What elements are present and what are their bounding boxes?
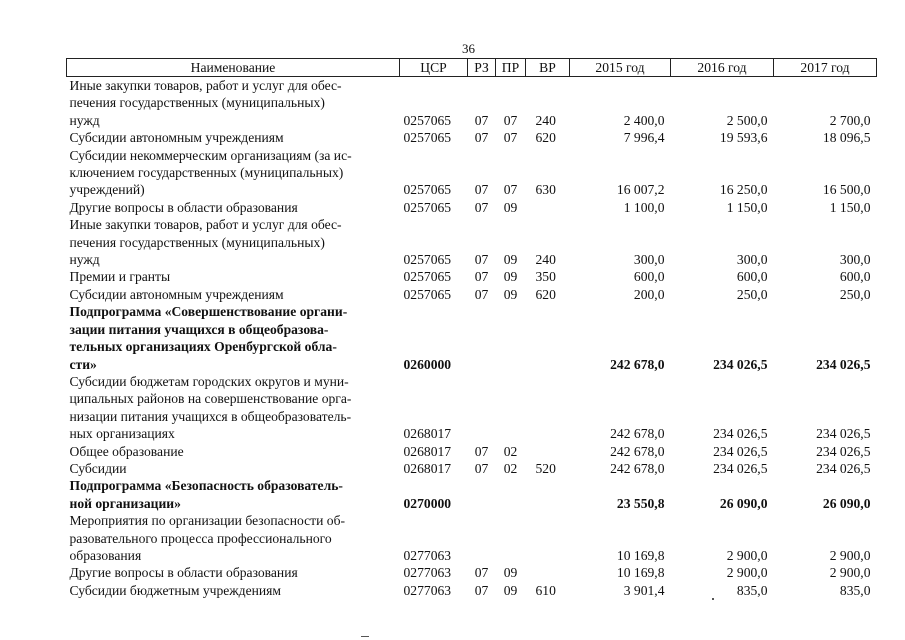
table-header-row: [67, 59, 877, 77]
row-amount-2016: 234 026,5: [713, 426, 768, 442]
row-amount-2015: 1 100,0: [623, 199, 665, 215]
row-amount-2015: 300,0: [633, 252, 665, 268]
row-rz-code: 07: [474, 565, 489, 581]
row-amount-2016: 234 026,5: [713, 356, 768, 372]
row-name-line: Субсидии: [69, 460, 127, 476]
row-name-line: разовательного процесса профессионального: [69, 530, 332, 546]
row-name: [67, 268, 400, 285]
row-amount-2017: 600,0: [839, 269, 871, 285]
row-name: [67, 373, 400, 443]
row-csr-code: 0270000: [403, 495, 452, 511]
row-vr-code: [526, 373, 570, 443]
row-pr-code: 02: [503, 443, 518, 459]
table-row: [67, 286, 877, 303]
row-name-line: Общее образование: [69, 443, 184, 459]
row-amount-2017: 2 900,0: [829, 565, 871, 581]
row-name-line: зации питания учащихся в общеобразова-: [69, 321, 329, 337]
row-amount-2017: 234 026,5: [816, 443, 871, 459]
row-name-line: ных организациях: [69, 426, 175, 442]
row-name-line: Субсидии бюджетным учреждениям: [69, 582, 282, 598]
row-amount-2015: 10 169,8: [616, 547, 665, 563]
row-pr-code: 07: [503, 130, 518, 146]
table-row: [67, 512, 877, 564]
row-amount-2017: 1 150,0: [829, 199, 871, 215]
row-csr-code: 0257065: [403, 252, 452, 268]
row-amount-2015: 242 678,0: [610, 460, 665, 476]
row-name-line: Подпрограмма «Безопасность образователь-: [69, 478, 343, 494]
row-name-line: печения государственных (муниципальных): [69, 234, 325, 250]
row-csr-code: 0268017: [403, 460, 452, 476]
row-rz-code: 07: [474, 269, 489, 285]
row-amount-2017: 234 026,5: [816, 460, 871, 476]
row-pr-code: [496, 512, 526, 564]
row-amount-2017: 300,0: [839, 252, 871, 268]
row-name-line: Иные закупки товаров, работ и услуг для обес-: [69, 217, 342, 233]
row-vr-code: [526, 443, 570, 460]
row-pr-code: 09: [503, 582, 518, 598]
row-pr-code: 09: [503, 199, 518, 215]
row-amount-2016: 26 090,0: [719, 495, 768, 511]
row-amount-2017: 26 090,0: [822, 495, 871, 511]
row-rz-code: [468, 303, 496, 373]
row-amount-2015: 7 996,4: [623, 130, 665, 146]
row-csr-code: 0260000: [403, 356, 452, 372]
row-name-line: нужд: [69, 112, 100, 128]
row-vr-code: [526, 199, 570, 216]
row-amount-2017: 835,0: [839, 582, 871, 598]
row-csr-code: 0257065: [403, 112, 452, 128]
row-name-line: учреждений): [69, 182, 145, 198]
row-name-line: Другие вопросы в области образования: [69, 199, 298, 215]
row-pr-code: 09: [503, 565, 518, 581]
table-row: [67, 373, 877, 443]
table-row: [67, 199, 877, 216]
row-vr-code: [526, 477, 570, 512]
row-csr-code: 0277063: [403, 582, 452, 598]
row-vr-code: 240: [535, 252, 556, 268]
header-name: Наименование: [67, 59, 400, 77]
table-row: [67, 216, 877, 268]
row-amount-2016: 19 593,6: [719, 130, 768, 146]
row-name: [67, 477, 400, 512]
header-rz: РЗ: [468, 59, 496, 77]
row-amount-2016: 600,0: [736, 269, 768, 285]
row-name: [67, 582, 400, 599]
row-pr-code: 09: [503, 269, 518, 285]
row-csr-code: 0257065: [403, 286, 452, 302]
row-amount-2017: 2 900,0: [829, 547, 871, 563]
table-row: [67, 460, 877, 477]
row-csr-code: 0257065: [403, 182, 452, 198]
row-vr-code: 520: [535, 460, 556, 476]
row-amount-2015: 600,0: [633, 269, 665, 285]
row-csr-code: 0268017: [403, 443, 452, 459]
table-row: [67, 268, 877, 285]
row-vr-code: [526, 512, 570, 564]
row-vr-code: 240: [535, 112, 556, 128]
table-row: [67, 443, 877, 460]
row-name-line: печения государственных (муниципальных): [69, 95, 325, 111]
row-amount-2017: 18 096,5: [822, 130, 871, 146]
row-pr-code: [496, 477, 526, 512]
row-name-line: Подпрограмма «Совершенствование органи-: [69, 304, 348, 320]
row-rz-code: [468, 512, 496, 564]
row-vr-code: [526, 303, 570, 373]
row-rz-code: 07: [474, 130, 489, 146]
row-name-line: ключением государственных (муниципальных): [69, 165, 344, 181]
row-vr-code: 630: [535, 182, 556, 198]
row-name: [67, 564, 400, 581]
row-name-line: образования: [69, 547, 142, 563]
row-pr-code: 09: [503, 252, 518, 268]
row-name-line: Субсидии автономным учреждениям: [69, 286, 284, 302]
row-rz-code: [468, 477, 496, 512]
table-row: [67, 147, 877, 199]
row-rz-code: [468, 373, 496, 443]
row-rz-code: 07: [474, 286, 489, 302]
header-csr: ЦСР: [400, 59, 468, 77]
table-row: [67, 564, 877, 581]
row-amount-2015: 10 169,8: [616, 565, 665, 581]
row-pr-code: 02: [503, 460, 518, 476]
row-name: [67, 216, 400, 268]
row-name: [67, 129, 400, 146]
row-name: [67, 443, 400, 460]
row-amount-2015: 23 550,8: [616, 495, 665, 511]
table-row-subprogram: [67, 477, 877, 512]
row-csr-code: 0257065: [403, 130, 452, 146]
row-name-line: Премии и гранты: [69, 269, 171, 285]
row-amount-2016: 234 026,5: [713, 443, 768, 459]
row-amount-2015: 242 678,0: [610, 426, 665, 442]
row-name: [67, 303, 400, 373]
row-amount-2015: 16 007,2: [616, 182, 665, 198]
row-name-line: Субсидии некоммерческим организациям (за ис-: [69, 147, 352, 163]
row-rz-code: 07: [474, 252, 489, 268]
row-amount-2015: 3 901,4: [623, 582, 665, 598]
row-amount-2015: 200,0: [633, 286, 665, 302]
row-amount-2016: 1 150,0: [726, 199, 768, 215]
row-csr-code: 0257065: [403, 269, 452, 285]
row-name-line: нужд: [69, 252, 100, 268]
row-name-line: Иные закупки товаров, работ и услуг для обес-: [69, 78, 342, 93]
row-vr-code: 620: [535, 286, 556, 302]
row-name: [67, 77, 400, 130]
row-rz-code: 07: [474, 199, 489, 215]
scan-mark: [712, 598, 714, 600]
row-vr-code: 620: [535, 130, 556, 146]
table-row: [67, 129, 877, 146]
header-year-2015: 2015 год: [570, 59, 671, 77]
row-rz-code: 07: [474, 443, 489, 459]
row-pr-code: [496, 303, 526, 373]
row-name: [67, 199, 400, 216]
row-name-line: тельных организациях Оренбургской обла-: [69, 339, 337, 355]
row-csr-code: 0257065: [403, 199, 452, 215]
row-amount-2015: 242 678,0: [610, 443, 665, 459]
row-vr-code: [526, 564, 570, 581]
header-year-2017: 2017 год: [774, 59, 877, 77]
row-amount-2015: 2 400,0: [623, 112, 665, 128]
row-pr-code: [496, 373, 526, 443]
table-row-subprogram: [67, 303, 877, 373]
row-name-line: Мероприятия по организации безопасности об-: [69, 513, 346, 529]
row-rz-code: 07: [474, 182, 489, 198]
row-amount-2016: 835,0: [736, 582, 768, 598]
row-csr-code: 0277063: [403, 547, 452, 563]
row-amount-2016: 250,0: [736, 286, 768, 302]
budget-table: [66, 58, 877, 599]
row-amount-2017: 234 026,5: [816, 356, 871, 372]
row-amount-2017: 234 026,5: [816, 426, 871, 442]
page-number: 36: [462, 41, 475, 56]
row-amount-2016: 234 026,5: [713, 460, 768, 476]
row-pr-code: 07: [503, 182, 518, 198]
table-row: [67, 77, 877, 130]
row-name-line: ципальных районов на совершенствование орга-: [69, 391, 352, 407]
row-amount-2016: 300,0: [736, 252, 768, 268]
row-name: [67, 147, 400, 199]
scan-mark: [361, 636, 369, 637]
row-rz-code: 07: [474, 112, 489, 128]
row-vr-code: 350: [535, 269, 556, 285]
row-amount-2016: 2 900,0: [726, 565, 768, 581]
header-vr: ВР: [526, 59, 570, 77]
row-amount-2015: 242 678,0: [610, 356, 665, 372]
row-csr-code: 0268017: [403, 426, 452, 442]
row-amount-2016: 16 250,0: [719, 182, 768, 198]
row-csr-code: 0277063: [403, 565, 452, 581]
row-pr-code: 09: [503, 286, 518, 302]
row-rz-code: 07: [474, 460, 489, 476]
row-name: [67, 512, 400, 564]
row-vr-code: 610: [535, 582, 556, 598]
row-name-line: Субсидии бюджетам городских округов и муни-: [69, 373, 349, 389]
row-name-line: Другие вопросы в области образования: [69, 565, 298, 581]
row-name: [67, 460, 400, 477]
header-pr: ПР: [496, 59, 526, 77]
row-amount-2017: 250,0: [839, 286, 871, 302]
row-name-line: сти»: [69, 356, 97, 372]
row-name: [67, 286, 400, 303]
header-year-2016: 2016 год: [671, 59, 774, 77]
row-amount-2017: 2 700,0: [829, 112, 871, 128]
row-amount-2017: 16 500,0: [822, 182, 871, 198]
row-pr-code: 07: [503, 112, 518, 128]
row-name-line: низации питания учащихся в общеобразователь-: [69, 408, 352, 424]
table-row: [67, 582, 877, 599]
row-amount-2016: 2 900,0: [726, 547, 768, 563]
row-rz-code: 07: [474, 582, 489, 598]
table-body: [67, 77, 877, 600]
row-name-line: ной организации»: [69, 495, 181, 511]
row-amount-2016: 2 500,0: [726, 112, 768, 128]
row-name-line: Субсидии автономным учреждениям: [69, 130, 284, 146]
